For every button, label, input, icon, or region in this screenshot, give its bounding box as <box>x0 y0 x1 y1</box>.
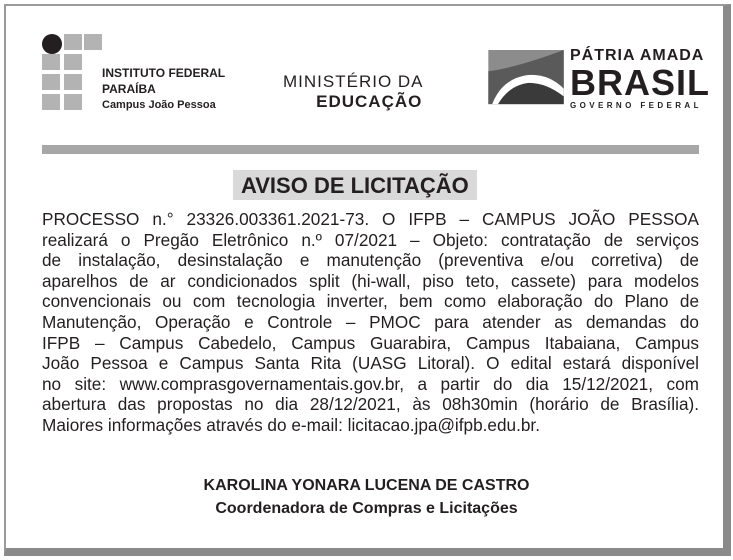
ministerio-line2: EDUCAÇÃO <box>316 92 423 111</box>
notice-title: AVISO DE LICITAÇÃO <box>233 170 477 200</box>
governo-federal-text <box>570 47 710 111</box>
notice-line: realizará o Pregão Eletrônico n.º 07/2021 – Objeto: contratação de serviços <box>42 229 699 250</box>
ministerio-line1: MINISTÉRIO DA <box>283 72 424 91</box>
ifpb-logo-text <box>102 65 225 113</box>
ifpb-line3: Campus João Pessoa <box>102 99 216 111</box>
signatory-name: KAROLINA YONARA LUCENA DE CASTRO <box>203 477 530 494</box>
governo-line3: GOVERNO FEDERAL <box>570 101 702 110</box>
notice-line: PROCESSO n.° 23326.003361.2021-73. O IFPB – CAMPUS JOÃO PESSOA <box>42 209 699 229</box>
ifpb-logo-dot <box>42 34 62 54</box>
ifpb-logo <box>42 34 242 114</box>
notice-line: IFPB – Campus Cabedelo, Campus Guarabira, Campus Itabaiana, Campus <box>42 332 699 353</box>
notice-line: Manutenção, Operação e Controle – PMOC para atender as demandas do <box>42 311 699 332</box>
notice-line: Maiores informações através do e-mail: licitacao.jpa@ifpb.edu.br. <box>42 414 540 435</box>
notice-line: no site: www.comprasgovernamentais.gov.br, a partir do dia 15/12/2021, com <box>42 373 699 394</box>
ifpb-line2: PARAÍBA <box>102 82 156 96</box>
governo-federal-emblem <box>487 50 567 108</box>
notice-line: convencionais ou com tecnologia inverter, bem como elaboração do Plano de <box>42 291 699 312</box>
header-divider <box>42 145 699 154</box>
signatory-role: Coordenadora de Compras e Licitações <box>215 500 518 517</box>
notice-line: aparelhos de ar condicionados split (hi-wall, piso teto, cassete) para modelos <box>42 270 699 291</box>
notice-line: João Pessoa e Campus Santa Rita (UASG Litoral). O edital estará disponível <box>42 353 699 374</box>
governo-line1: PÁTRIA AMADA <box>570 47 705 64</box>
ifpb-line1: INSTITUTO FEDERAL <box>102 66 226 80</box>
governo-line2: BRASIL <box>570 62 710 103</box>
notice-body <box>42 209 699 436</box>
ministerio-logo <box>283 72 424 112</box>
notice-line: de instalação, desinstalação e manutenção (preventiva e/ou corretiva) de <box>42 250 699 271</box>
notice-line: abertura das propostas no dia 28/12/2021, às 08h30min (horário de Brasília). <box>42 394 699 415</box>
